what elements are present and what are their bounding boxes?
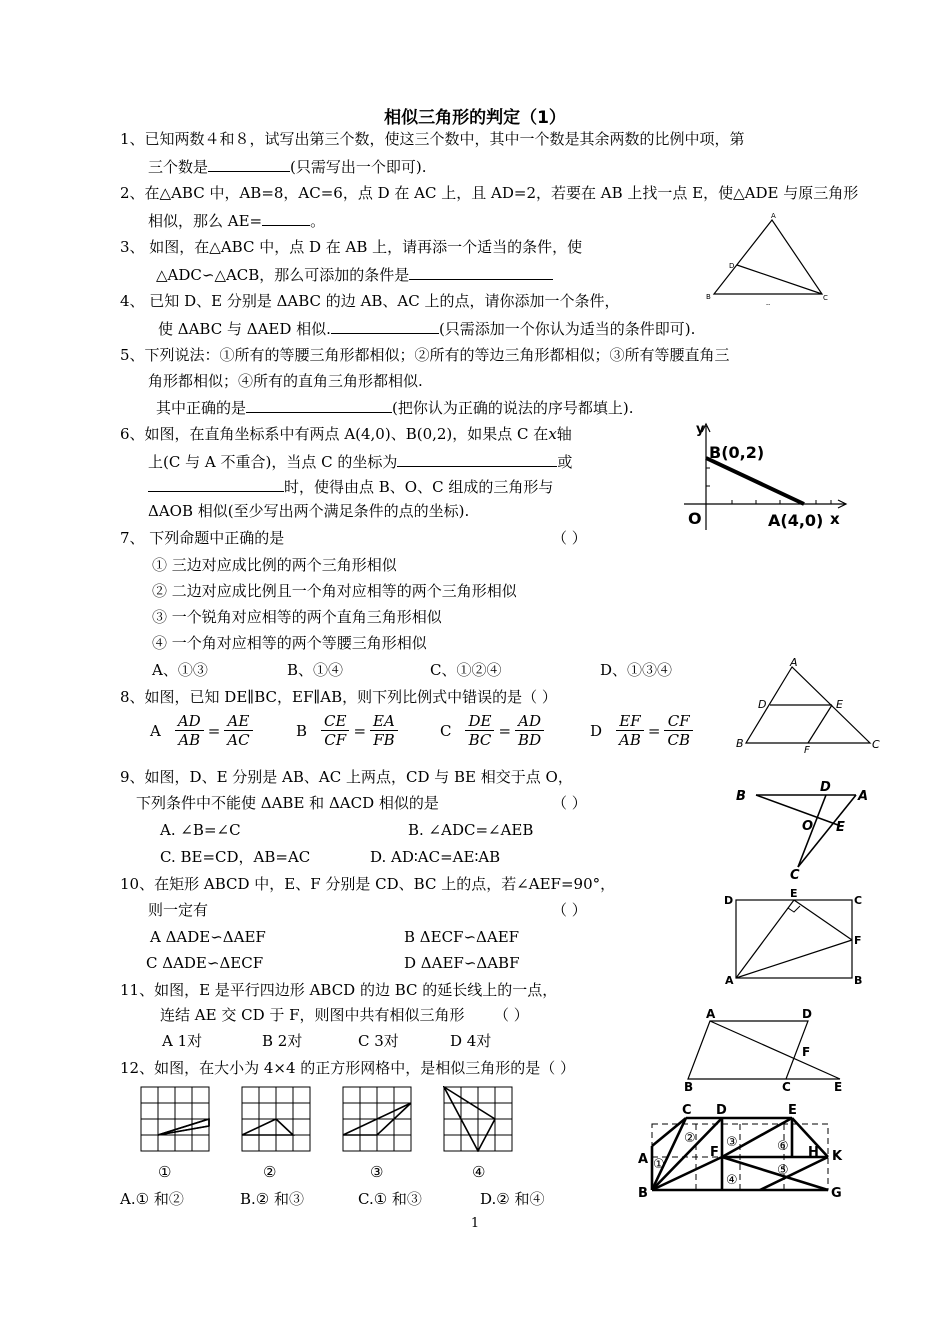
label-c: C [854, 894, 863, 907]
q11-choice-d[interactable]: D 4对 [450, 1032, 492, 1050]
q7-item-2: ② 二边对应成比例且一个角对应相等的两个三角形相似 [152, 582, 517, 600]
label-e: E [836, 698, 843, 711]
q11-answer-paren[interactable]: （ ） [494, 1006, 529, 1024]
q7-choice-b[interactable]: B、①④ [287, 661, 344, 679]
q8-b-frac-2: $\frac{EA}{FB}$ [370, 712, 398, 749]
q2-line2-a: 相似，那么 AE= [148, 212, 263, 230]
page-number: 1 [470, 1216, 480, 1231]
region-2: ② [684, 1131, 696, 1146]
q1-line1: 1、已知两数４和８，试写出第三个数，使这三个数中，其中一个数是其余两数的比例中项，第 [120, 130, 745, 148]
q11-choice-b[interactable]: B 2对 [262, 1032, 303, 1050]
q7-item-4: ④ 一个角对应相等的两个等腰三角形相似 [152, 634, 427, 652]
q12-grid-label-2: ② [263, 1163, 277, 1181]
region-6: ⑥ [777, 1139, 789, 1154]
q12-composite-figure [630, 1102, 850, 1208]
parallelogram-abcd [688, 1021, 811, 1079]
q12-grid-1 [140, 1086, 212, 1152]
q8-option-d-label: D [590, 721, 603, 740]
q9-line2: 下列条件中不能使 ΔABE 和 ΔACD 相似的是 [136, 794, 439, 812]
q10-choice-d[interactable]: D ΔAEF∽ΔABF [404, 954, 520, 972]
q8-option-a-label: A [150, 721, 161, 740]
label-f: F [710, 1145, 719, 1160]
q11-choice-a[interactable]: A 1对 [162, 1032, 203, 1050]
q8-option-c[interactable] [440, 712, 546, 749]
q1-answer-blank[interactable] [208, 157, 290, 172]
q5-line3-a: 其中正确的是 [156, 399, 247, 417]
label-d: D [802, 1007, 812, 1021]
q8-option-d[interactable] [590, 712, 695, 749]
right-angle-mark [788, 906, 800, 912]
region-1: ① [653, 1157, 665, 1172]
label-a: A [725, 974, 734, 987]
q8-c-eq: = [498, 721, 512, 740]
q8-b-eq: = [353, 721, 367, 740]
label-c: C [682, 1103, 692, 1118]
q8-d-frac-1: $\frac{EF}{AB}$ [616, 712, 644, 749]
q12-grid-3 [342, 1086, 414, 1152]
q2-answer-blank[interactable] [262, 211, 310, 226]
label-a: A [858, 789, 869, 804]
q9-line1: 9、如图，D、E 分别是 AB、AC 上两点，CD 与 BE 相交于点 O， [120, 768, 573, 786]
q1-line2-b: (只需写出一个即可). [290, 158, 427, 176]
q4-line1: 4、 已知 D、E 分别是 ΔABC 的边 AB、AC 上的点，请你添加一个条件， [120, 292, 620, 310]
q6-line1-a: 6、如图，在直角坐标系中有两点 A(4,0)、B(0,2)，如果点 C 在 [120, 425, 549, 443]
q9-choice-a[interactable]: A. ∠B=∠C [160, 821, 241, 839]
q10-answer-paren[interactable]: （ ） [552, 901, 587, 919]
q2-line2 [148, 211, 325, 230]
q8-b-frac-1: $\frac{CE}{CF}$ [321, 712, 349, 749]
label-b: B [638, 1186, 648, 1201]
label-f: F [802, 1045, 811, 1059]
label-e: E [790, 887, 798, 900]
label-c: C [872, 738, 880, 751]
q9-choice-b[interactable]: B. ∠ADC=∠AEB [408, 821, 534, 839]
q12-grid-2 [241, 1086, 313, 1152]
q1-line2-a: 三个数是 [148, 158, 209, 176]
q3-line2 [156, 265, 553, 284]
q12-grid-label-4: ④ [472, 1163, 486, 1181]
label-a: A [638, 1152, 649, 1167]
segment-ba [706, 458, 804, 504]
q12-stem: 12、如图，在大小为 4×4 的正方形网格中，是相似三角形的是（ ） [120, 1059, 576, 1077]
q10-choice-b[interactable]: B ΔECF∽ΔAEF [404, 928, 520, 946]
q8-option-a[interactable] [150, 712, 255, 749]
q6-coordinate-figure [676, 418, 854, 536]
label-d: D [729, 262, 735, 270]
page-title: 相似三角形的判定（1） [384, 108, 566, 128]
segment-af [736, 940, 852, 978]
label-f: F [804, 745, 810, 755]
label-y: y [696, 422, 705, 437]
label-h: H [808, 1145, 819, 1160]
q12-choice-b[interactable]: B.② 和③ [240, 1190, 305, 1208]
q9-figure [730, 775, 880, 885]
label-a: A [790, 656, 798, 669]
q6-line3 [148, 477, 553, 496]
q3-line2-text: △ADC∽△ACB，那么可添加的条件是 [156, 266, 410, 284]
label-g: G [831, 1186, 842, 1201]
q7-item-3: ③ 一个锐角对应相等的两个直角三角形相似 [152, 608, 442, 626]
q6-line1-b: 轴 [556, 425, 572, 443]
q1-line2 [148, 157, 427, 176]
q4-answer-blank[interactable] [331, 319, 439, 334]
q7-choice-a[interactable]: A、①③ [152, 661, 208, 679]
label-k: K [832, 1149, 843, 1164]
q4-line2-a: 使 ΔABC 与 ΔAED 相似. [158, 320, 331, 338]
q11-parallelogram-figure [680, 1003, 860, 1093]
segment-ef [794, 900, 852, 940]
q12-grid-4 [443, 1086, 515, 1152]
label-a: A [706, 1007, 716, 1021]
q6-line3-text: 时，使得由点 B、O、C 组成的三角形与 [284, 478, 554, 496]
q10-line1: 10、在矩形 ABCD 中，E、F 分别是 CD、BC 上的点，若∠AEF=90°， [120, 875, 616, 893]
q12-grid-label-1: ① [158, 1163, 172, 1181]
label-c: C [790, 868, 800, 883]
label-d: D [758, 698, 767, 711]
q8-option-b[interactable] [296, 712, 400, 749]
label-o: O [802, 819, 814, 834]
grid-2-triangle [242, 1119, 293, 1135]
label-a: A(4,0) [768, 511, 824, 530]
segment-ef [808, 705, 832, 743]
q10-rectangle-figure [720, 884, 870, 994]
q8-a-frac-1: $\frac{AD}{AB}$ [175, 712, 204, 749]
region-4: ④ [726, 1173, 738, 1188]
label-extra: -- [766, 301, 771, 308]
q8-c-frac-1: $\frac{DE}{BC}$ [465, 712, 494, 749]
q12-choice-d[interactable]: D.② 和④ [480, 1190, 545, 1208]
q11-line2: 连结 AE 交 CD 于 F，则图中共有相似三角形 [160, 1006, 465, 1024]
q3-answer-blank[interactable] [409, 265, 553, 280]
q5-line3 [156, 398, 634, 417]
q5-line1: 5、下列说法：①所有的等腰三角形都相似；②所有的等边三角形都相似；③所有等腰直角三 [120, 346, 730, 364]
q3-triangle-figure [700, 210, 840, 310]
label-e: E [788, 1103, 797, 1118]
q3-line1: 3、 如图，在△ABC 中，点 D 在 AB 上，请再添一个适当的条件，使 [120, 238, 583, 256]
q6-line1-x: x [548, 425, 557, 443]
q2-line2-b: 。 [310, 212, 326, 230]
q8-d-eq: = [647, 721, 661, 740]
q8-c-frac-2: $\frac{AD}{BD}$ [515, 712, 544, 749]
segment-dc [737, 265, 822, 294]
q7-stem: 7、 下列命题中正确的是 [120, 529, 285, 547]
q5-answer-blank[interactable] [246, 398, 392, 413]
q7-item-1: ① 三边对应成比例的两个三角形相似 [152, 556, 397, 574]
region-3: ③ [726, 1135, 738, 1150]
q8-option-b-label: B [296, 721, 308, 740]
q4-line2 [158, 319, 695, 338]
q2-line1: 2、在△ABC 中，AB=8，AC=6，点 D 在 AC 上，且 AD=2，若要在 AB 上找一点 E，使△ADE 与原三角形 [120, 184, 859, 202]
q8-a-frac-2: $\frac{AE}{AC}$ [224, 712, 252, 749]
q7-choice-d[interactable]: D、①③④ [600, 661, 673, 679]
q7-choice-c[interactable]: C、①②④ [430, 661, 502, 679]
label-e: E [834, 1080, 843, 1093]
q6-line1 [120, 425, 572, 443]
q8-a-eq: = [207, 721, 221, 740]
q8-d-frac-2: $\frac{CF}{CB}$ [664, 712, 693, 749]
q6-line2 [148, 452, 572, 471]
label-c: C [823, 294, 828, 302]
segment-ae [736, 900, 794, 978]
label-b: B [854, 974, 863, 987]
label-b: B [706, 293, 711, 301]
q4-line2-b: (只需添加一个你认为适当的条件即可). [438, 320, 696, 338]
label-b: B [736, 789, 746, 804]
q5-line2: 角形都相似；④所有的直角三角形都相似. [148, 372, 423, 390]
label-a: A [771, 212, 776, 220]
q6-answer-blank-2[interactable] [148, 477, 284, 492]
label-b: B [684, 1080, 694, 1093]
label-b: B(0,2) [709, 443, 765, 462]
label-c: C [782, 1080, 791, 1093]
q6-line2-b: 或 [557, 453, 573, 471]
q5-line3-b: (把你认为正确的说法的序号都填上). [392, 399, 634, 417]
label-d: D [724, 894, 734, 907]
label-b: B [736, 737, 744, 750]
label-f: F [854, 934, 862, 947]
label-e: E [836, 820, 845, 835]
label-d: D [820, 780, 831, 795]
q12-choice-c[interactable]: C.① 和③ [358, 1190, 422, 1208]
q10-choice-a[interactable]: A ΔADE∽ΔAEF [150, 928, 266, 946]
label-d: D [716, 1103, 727, 1118]
q9-choice-d[interactable]: D. AD∶AC=AE∶AB [370, 848, 501, 866]
q8-stem: 8、如图，已知 DE∥BC，EF∥AB，则下列比例式中错误的是（ ） [120, 688, 557, 706]
region-5: ⑤ [777, 1163, 789, 1178]
q11-line1: 11、如图，E 是平行四边形 ABCD 的边 BC 的延长线上的一点， [120, 981, 558, 999]
segment-be [756, 795, 838, 825]
q8-option-c-label: C [440, 721, 452, 740]
q7-answer-paren[interactable]: （ ） [552, 529, 587, 547]
q6-line4: ΔAOB 相似(至少写出两个满足条件的点的坐标). [148, 502, 470, 520]
segment-ae [710, 1021, 840, 1079]
q9-answer-paren[interactable]: （ ） [552, 794, 587, 812]
label-o: O [688, 509, 702, 528]
q12-choice-a[interactable]: A.① 和② [120, 1190, 184, 1208]
q9-choice-c[interactable]: C. BE=CD，AB=AC [160, 848, 311, 866]
q6-line2-a: 上(C 与 A 不重合)，当点 C 的坐标为 [148, 453, 398, 471]
triangle-abc [714, 220, 822, 294]
q10-choice-c[interactable]: C ΔADE∽ΔECF [146, 954, 264, 972]
q12-grid-label-3: ③ [370, 1163, 384, 1181]
q11-choice-c[interactable]: C 3对 [358, 1032, 399, 1050]
q10-line2: 则一定有 [148, 901, 209, 919]
q8-triangle-figure [730, 655, 890, 755]
q6-answer-blank-1[interactable] [397, 452, 557, 467]
label-x: x [830, 510, 840, 528]
